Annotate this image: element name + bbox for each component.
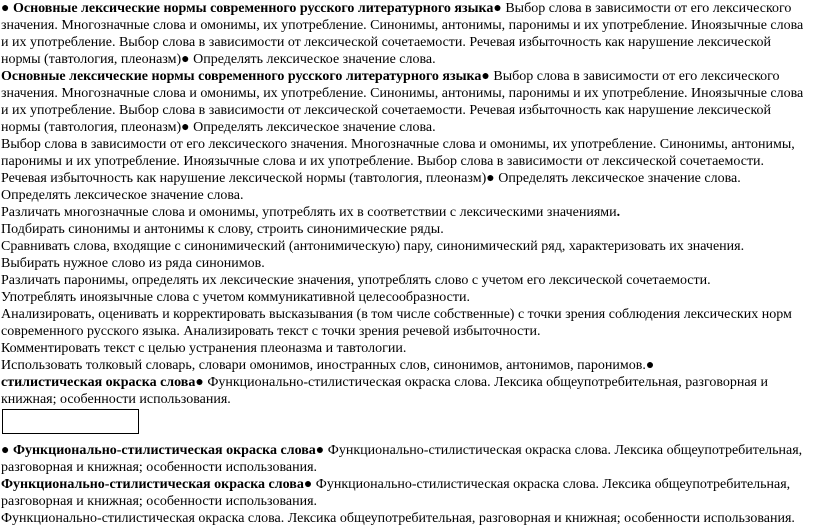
line-synonyms: Подбирать синонимы и антонимы к слову, строить синонимические ряды. xyxy=(1,222,444,237)
bullet-icon: ● xyxy=(645,358,655,373)
line-foreign: Употреблять иноязычные слова с учетом коммуникативной целесообразности. xyxy=(1,290,470,305)
bullet-icon: ● xyxy=(486,171,495,186)
paragraph-stylistic-2 xyxy=(1,442,813,476)
paragraph-lexical-norms-1 xyxy=(1,0,813,68)
bullet-icon: ● xyxy=(481,69,490,84)
section-text: Выбор слова в зависимости от его лексического значения. Многозначные слова и омонимы, их употребление. Синонимы, антонимы, паронимы и их употребление. Иноязычные слова и их употребление. Выбор слова в зависимости от лексической сочетаемости. Речевая избыточность как нарушение лексической нормы (тавтология, плеоназм) xyxy=(1,69,804,135)
section-text: Выбор слова в зависимости от его лексического значения. Многозначные слова и омонимы, их употребление. Синонимы, антонимы, паронимы и их употребление. Иноязычные слова и их употребление. Выбор слова в зависимости от лексической сочетаемости. Речевая избыточность как нарушение лексической нормы (тавтология, плеоназм) xyxy=(1,137,795,186)
paragraph-stylistic-4: Функционально-стилистическая окраска слова. Лексика общеупотребительная, разговорная и книжная; особенности использования. xyxy=(1,511,795,526)
paragraph-stylistic-3 xyxy=(1,476,813,510)
bullet-icon: ● xyxy=(315,443,325,458)
section-title: Основные лексические нормы современного русского литературного языка xyxy=(12,1,494,16)
line-dictionaries xyxy=(1,357,813,374)
bullet-icon: ● xyxy=(181,120,190,135)
line-choose: Выбирать нужное слово из ряда синонимов. xyxy=(1,256,265,271)
line-distinguish-text: Различать многозначные слова и омонимы, употреблять их в соответствии с лексическими значениями xyxy=(1,205,617,220)
section-text: Выбор слова в зависимости от его лексического значения. Многозначные слова и омонимы, их употребление. Синонимы, антонимы, паронимы и их употребление. Иноязычные слова и их употребление. Выбор слова в зависимости от лексической сочетаемости. Речевая избыточность как нарушение лексической нормы (тавтология, плеоназм) xyxy=(1,1,804,67)
bullet-icon: ● xyxy=(303,477,313,492)
bullet-icon: ● xyxy=(493,1,502,16)
section-title: Основные лексические нормы современного русского литературного языка xyxy=(1,69,482,84)
section-text: Функционально-стилистическая окраска слова. Лексика общеупотребительная, разговорная и книжная; особенности использования. xyxy=(1,443,803,475)
line-dictionaries-text: Использовать толковый словарь, словари омонимов, иностранных слов, синонимов, антонимов, паронимов. xyxy=(1,358,646,373)
paragraph-lexical-norms-3 xyxy=(1,136,813,187)
paragraph-stylistic-1 xyxy=(1,374,813,408)
section-text: Функционально-стилистическая окраска слова. Лексика общеупотребительная, разговорная и книжная; особенности использования. xyxy=(1,477,791,509)
bullet-icon: ● xyxy=(1,1,10,16)
bullet-icon: ● xyxy=(195,375,204,390)
section-tail: Определять лексическое значение слова. xyxy=(193,120,436,135)
section-title: Функционально-стилистическая окраска слова xyxy=(1,477,304,492)
bullet-icon: ● xyxy=(181,52,190,67)
line-paronyms: Различать паронимы, определять их лексические значения, употреблять слово с учетом его лексической сочетаемости. xyxy=(1,273,711,288)
section-tail: Определять лексическое значение слова. xyxy=(193,52,436,67)
paragraph-lexical-norms-2 xyxy=(1,68,813,136)
line-distinguish-period: . xyxy=(616,205,621,220)
section-text: Функционально-стилистическая окраска слова. Лексика общеупотребительная, разговорная и книжная; особенности использования. xyxy=(1,375,768,407)
document-body xyxy=(1,0,813,527)
line-distinguish xyxy=(1,204,813,221)
bullet-icon: ● xyxy=(1,443,10,458)
line-analyze: Анализировать, оценивать и корректировать высказывания (в том числе собственные) с точки зрения соблюдения лексических норм современного русского языка. Анализировать текст с точки зрения речевой избыточности. xyxy=(1,307,792,339)
section-tail: Определять лексическое значение слова. xyxy=(498,171,741,186)
section-title: стилистическая окраска слова xyxy=(1,375,196,390)
line-compare: Сравнивать слова, входящие с синонимический (антонимическую) пару, синонимический ряд, характеризовать их значения. xyxy=(1,239,745,254)
line-define: Определять лексическое значение слова. xyxy=(1,188,244,203)
empty-box xyxy=(2,409,139,434)
line-comment: Комментировать текст с целью устранения плеоназма и тавтологии. xyxy=(1,341,407,356)
section-title: Функционально-стилистическая окраска слова xyxy=(12,443,316,458)
